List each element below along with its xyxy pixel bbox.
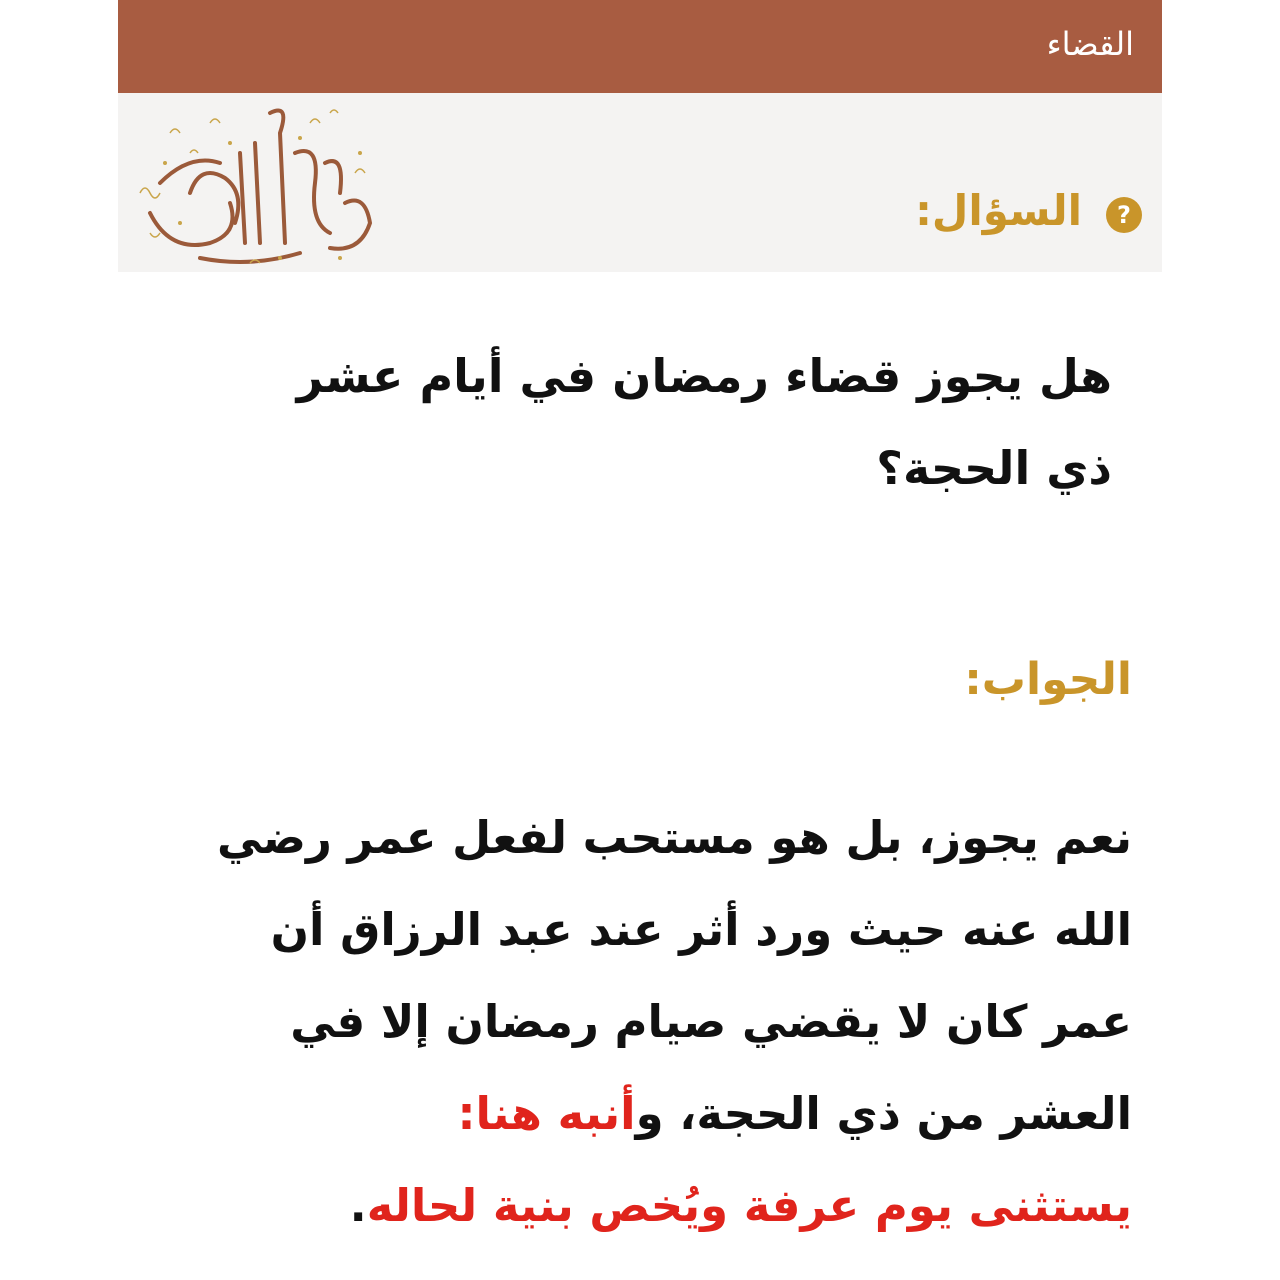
answer-label: الجواب:	[964, 654, 1132, 705]
question-line: ذي الحجة؟	[876, 441, 1112, 495]
header-title: القضاء	[1046, 25, 1134, 63]
content-card	[118, 0, 1162, 1280]
calligraphy-logo	[130, 93, 380, 272]
answer-text	[142, 792, 1132, 1252]
answer-line	[142, 1160, 1132, 1252]
question-text	[212, 330, 1112, 514]
answer-text-segment: العشر من ذي الحجة، و	[635, 1087, 1132, 1140]
question-header	[118, 93, 1162, 272]
answer-line	[142, 1068, 1132, 1160]
answer-line: نعم يجوز، بل هو مستحب لفعل عمر رضي	[216, 811, 1132, 864]
answer-text-segment: .	[349, 1179, 367, 1232]
question-line: هل يجوز قضاء رمضان في أيام عشر	[296, 349, 1112, 403]
header-bar	[118, 0, 1162, 93]
question-circle-icon: ?	[1106, 197, 1142, 233]
note-highlight: أنبه هنا:	[457, 1087, 636, 1140]
note-highlight: يستثنى يوم عرفة ويُخص بنية لحاله	[366, 1179, 1132, 1232]
answer-line: عمر كان لا يقضي صيام رمضان إلا في	[290, 995, 1132, 1048]
question-label: السؤال:	[915, 186, 1082, 235]
answer-line: الله عنه حيث ورد أثر عند عبد الرزاق أن	[270, 903, 1132, 956]
